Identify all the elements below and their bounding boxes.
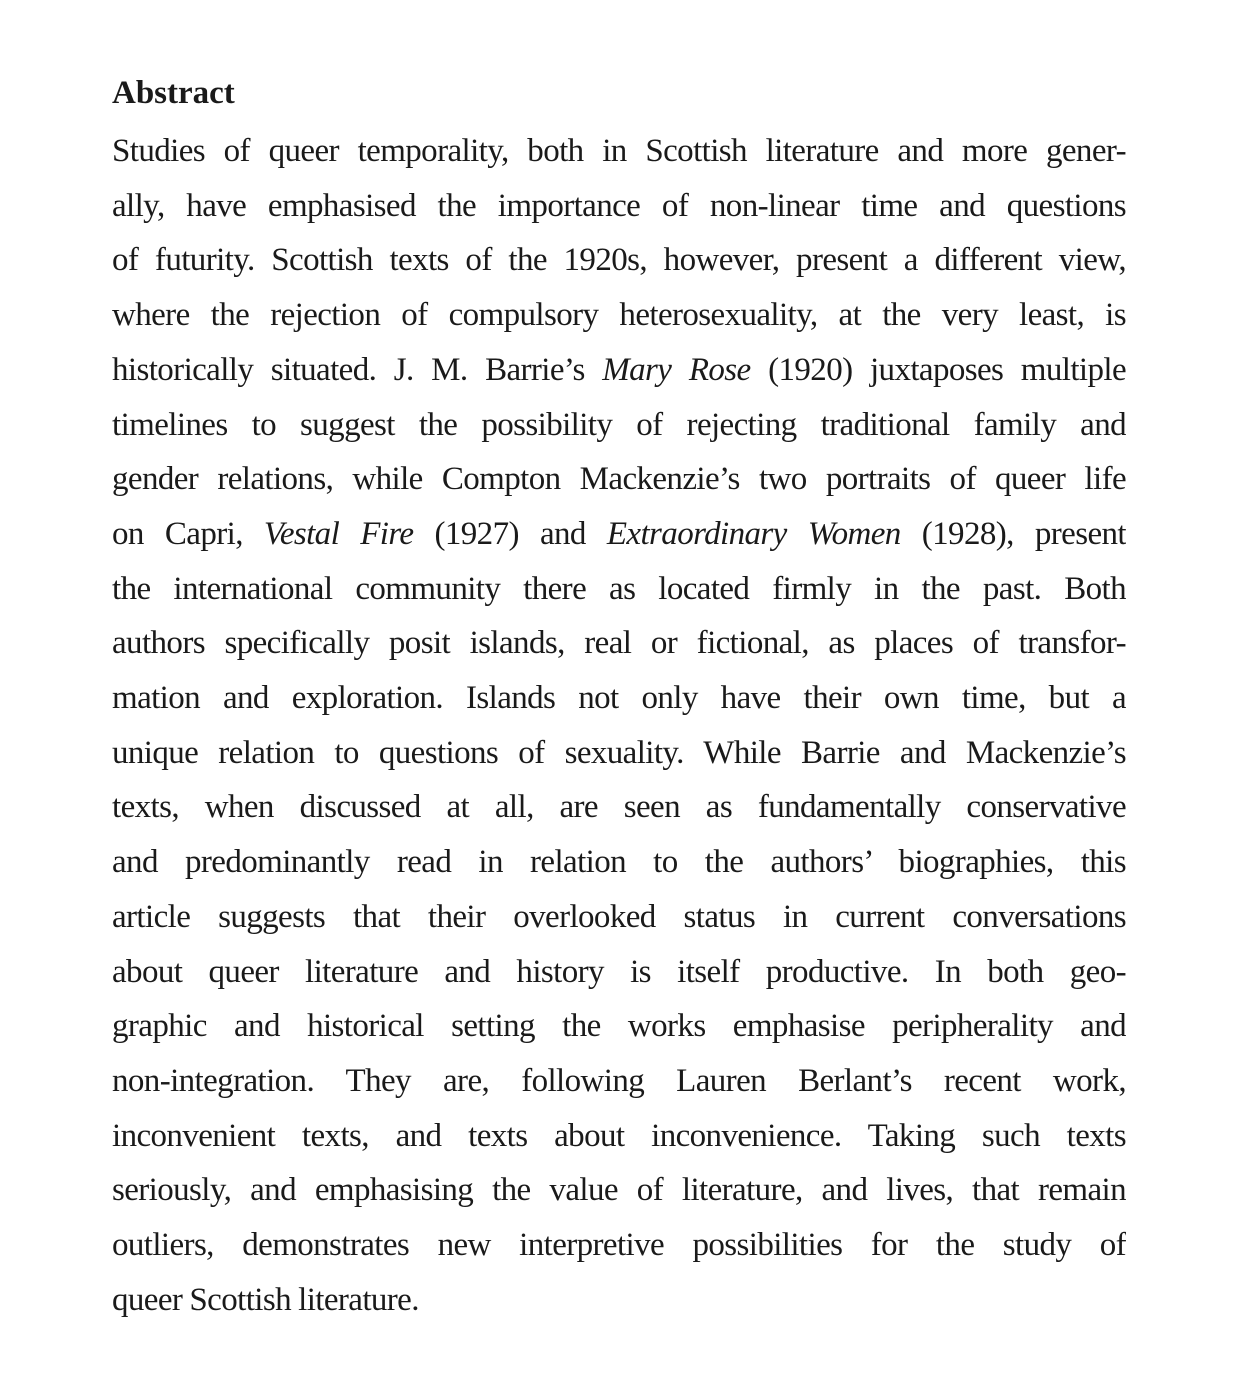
text-run: texts, when discussed at all, are seen as fundamentally conservative (112, 789, 1126, 826)
abstract-line (112, 1218, 1126, 1273)
abstract-line (112, 398, 1126, 453)
text-run: article suggests that their overlooked status in current conversations (112, 898, 1126, 935)
abstract-line (112, 616, 1126, 671)
abstract-line (112, 1163, 1126, 1218)
text-run: outliers, demonstrates new interpretive possibilities for the study of (112, 1227, 1126, 1264)
abstract-line (112, 452, 1126, 507)
abstract-paragraph (112, 124, 1126, 1327)
abstract-line (112, 726, 1126, 781)
italic-title: Vestal Fire (263, 515, 414, 552)
text-run: (1920) juxtaposes multiple (750, 351, 1126, 388)
abstract-line (112, 1273, 1126, 1328)
abstract-line (112, 562, 1126, 617)
text-run: the international community there as located firmly in the past. Both (112, 570, 1126, 607)
italic-title: Mary Rose (602, 351, 751, 388)
text-run: where the rejection of compulsory heterosexuality, at the very least, is (112, 297, 1126, 334)
text-run: non-integration. They are, following Lauren Berlant’s recent work, (112, 1062, 1126, 1099)
abstract-line (112, 124, 1126, 179)
text-run: ally, have emphasised the importance of non-linear time and questions (112, 187, 1126, 224)
abstract-line (112, 945, 1126, 1000)
text-run: queer Scottish literature. (112, 1281, 419, 1318)
text-run: authors specifically posit islands, real or fictional, as places of transfor- (112, 625, 1126, 662)
text-run: Studies of queer temporality, both in Scottish literature and more gener- (112, 133, 1126, 169)
text-run: of futurity. Scottish texts of the 1920s, however, present a different view, (112, 242, 1126, 279)
text-run: mation and exploration. Islands not only have their own time, but a (112, 680, 1126, 717)
italic-title: Extraordinary Women (606, 515, 901, 552)
text-run: unique relation to questions of sexuality. While Barrie and Mackenzie’s (112, 734, 1126, 771)
abstract-line (112, 343, 1126, 398)
text-run: (1928), present (900, 515, 1126, 552)
text-run: (1927) and (413, 515, 607, 552)
abstract-section (112, 70, 1126, 1327)
abstract-line (112, 288, 1126, 343)
abstract-heading: Abstract (112, 75, 235, 111)
abstract-line (112, 671, 1126, 726)
abstract-line (112, 835, 1126, 890)
text-run: about queer literature and history is itself productive. In both geo- (112, 953, 1126, 990)
text-run: historically situated. J. M. Barrie’s (112, 351, 603, 388)
text-run: gender relations, while Compton Mackenzie’s two portraits of queer life (112, 461, 1126, 498)
text-run: seriously, and emphasising the value of literature, and lives, that remain (112, 1172, 1126, 1209)
abstract-line (112, 1054, 1126, 1109)
text-run: timelines to suggest the possibility of rejecting traditional family and (112, 406, 1126, 443)
abstract-line (112, 890, 1126, 945)
abstract-line (112, 999, 1126, 1054)
text-run: and predominantly read in relation to the authors’ biographies, this (112, 844, 1126, 881)
abstract-line (112, 179, 1126, 234)
text-run: on Capri, (112, 515, 264, 552)
text-run: graphic and historical setting the works emphasise peripherality and (112, 1008, 1126, 1045)
abstract-line (112, 233, 1126, 288)
abstract-line (112, 780, 1126, 835)
text-run: inconvenient texts, and texts about inconvenience. Taking such texts (112, 1117, 1126, 1154)
abstract-line (112, 507, 1126, 562)
abstract-line (112, 1109, 1126, 1164)
